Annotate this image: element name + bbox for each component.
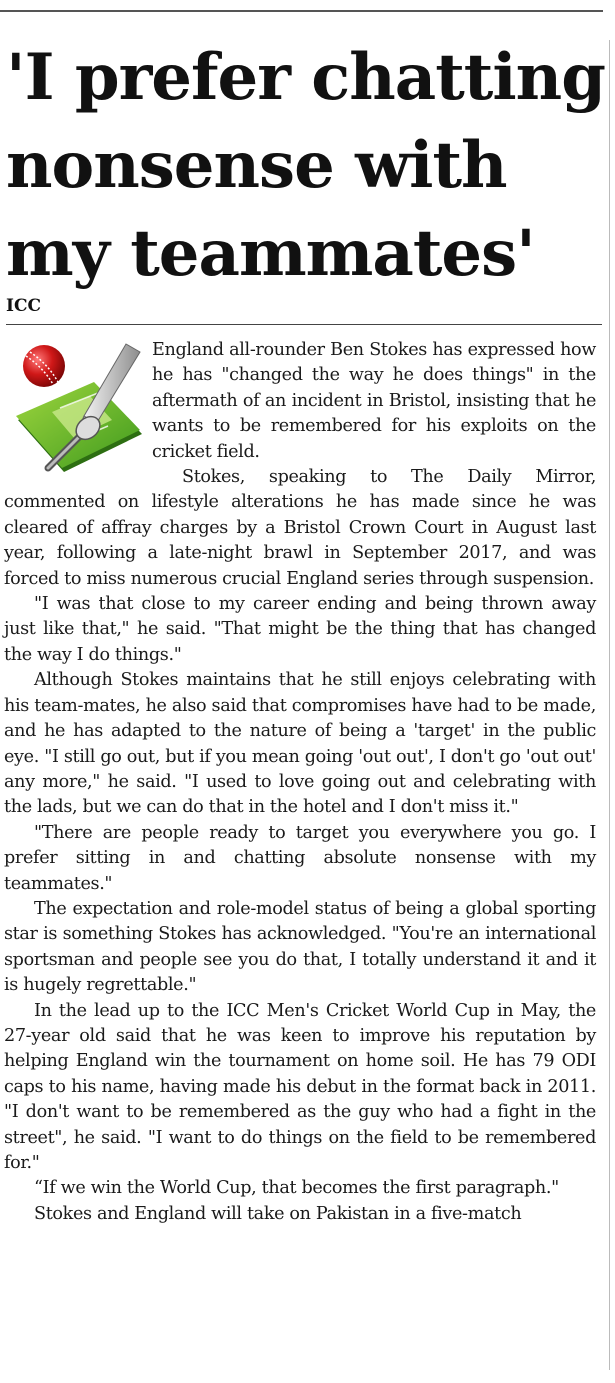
top-rule [0,10,603,12]
article-paragraph: Stokes and England will take on Pakistan in a five-match [34,1203,522,1224]
article-paragraph: “If we win the World Cup, that becomes the first paragraph." [34,1178,559,1199]
article-paragraph: In the lead up to the ICC Men's Cricket World Cup in May, the 27-year old said that he was keen to improve his reputation by helping England win the tournament on home soil. He has 79 ODI caps to his name, having made his debut in the format back in 2011. "I don't want to be remembered as the guy who had a fight in the street", he said. "I want to do things on the field to be remembered for." [4,1000,596,1173]
article-paragraph: Although Stokes maintains that he still enjoys celebrating with his team-mates, he also said that compromises have had to be made, and he has adapted to the nature of being a 'target' in the public eye. "I still go out, but if you mean going 'out out', I don't go 'out out' any more," he said. "I used to love going out and celebrating with the lads, but we can do that in the hotel and I don't miss it." [4,670,596,818]
article-paragraph: The expectation and role-model status of being a global sporting star is something Stokes has acknowledged. "You're an international sportsman and people see you do that, I totally understand it and it is hugely regrettable." [4,898,596,996]
article-paragraph: England all-rounder Ben Stokes has expressed how he has "changed the way he does things" in the aftermath of an incident in Bristol, insisting that he wants to be remembered for his exploits on the cricket field. [152,340,596,462]
headline-line: my teammates' [6,216,535,291]
source-rule [6,324,602,325]
logo-spacer [4,338,152,488]
article-paragraph: "There are people ready to target you everywhere you go. I prefer sitting in and chatting absolute nonsense with my teammates." [4,822,596,894]
headline-line: 'I prefer chatting [6,40,605,115]
source-credit: ICC [6,296,42,316]
headline-line: nonsense with [6,128,507,203]
headline [6,34,606,298]
article-body [4,338,596,1227]
article-paragraph: Stokes, speaking to The Daily Mirror, commented on lifestyle alterations he has made since he was cleared of affray charges by a Bristol Crown Court in August last year, following a late-night brawl in September 2017, and was forced to miss numerous crucial England series through suspension. [4,467,596,589]
column-rule [609,40,610,1370]
article-paragraph: "I was that close to my career ending and being thrown away just like that," he said. "That might be the thing that has changed the way I do things." [4,594,596,665]
